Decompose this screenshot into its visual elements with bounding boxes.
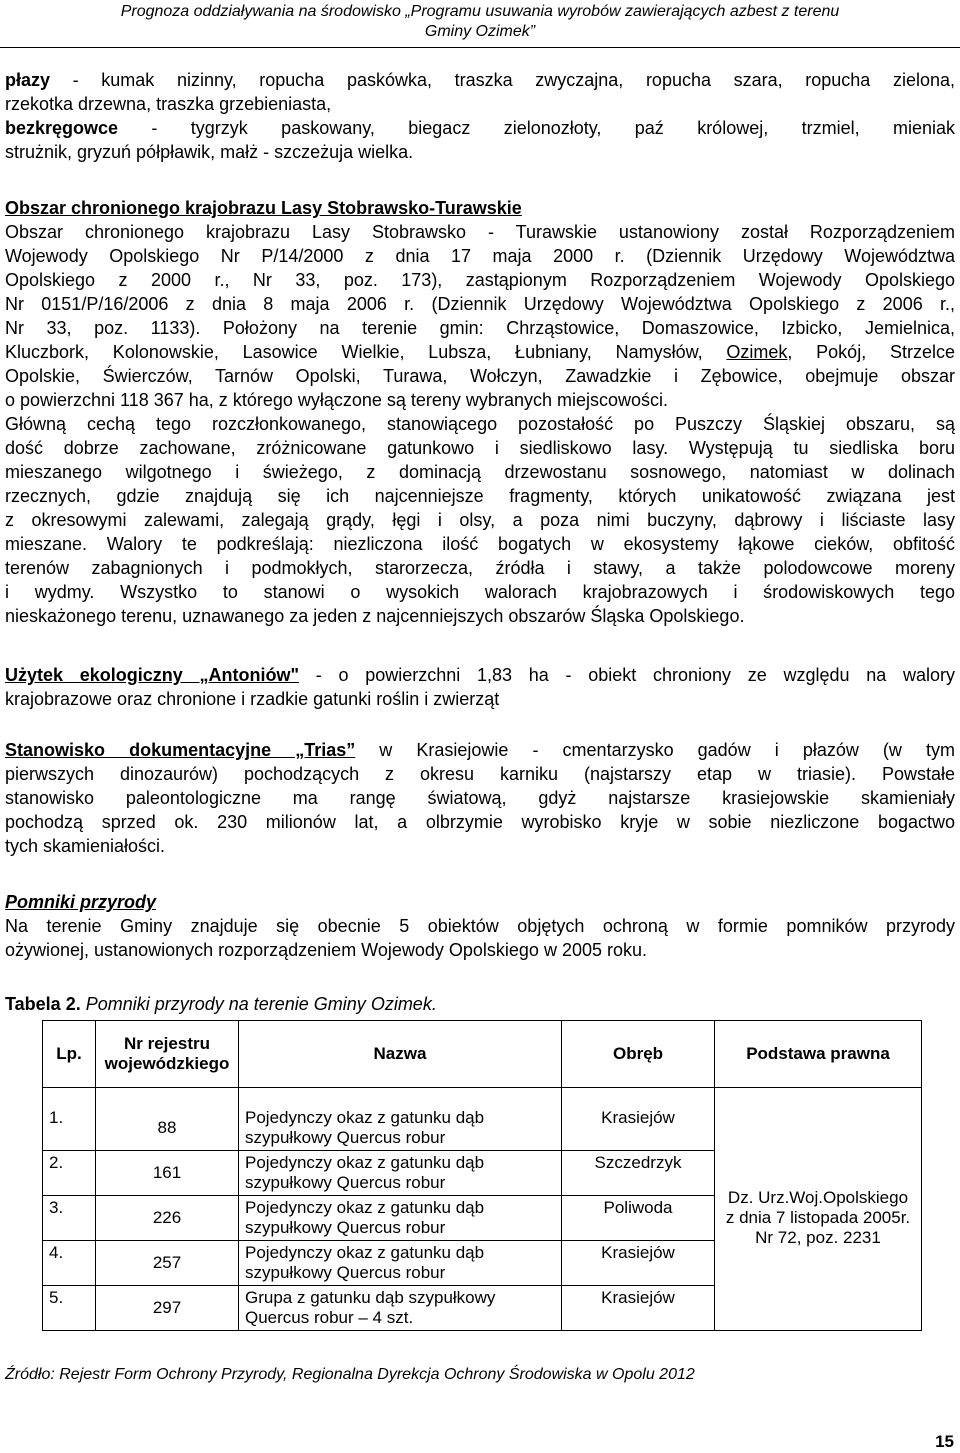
table-row: [43, 1088, 922, 1151]
obszar-line: mieszane. Walory te podkreślają: niezliczona ilość bogatych w ekosystemy łąkowe cieków, obfitość: [5, 534, 955, 554]
cell-name: [239, 1088, 562, 1151]
cell-name: [239, 1196, 562, 1241]
cell-name-line: szypułkowy Quercus robur: [245, 1263, 446, 1282]
cell-name-line: Grupa z gatunku dąb szypułkowy: [245, 1288, 496, 1307]
trias-title: Stanowisko dokumentacyjne „Trias”: [5, 740, 356, 760]
cell-lp: 3.: [43, 1196, 96, 1241]
source-note: Źródło: Rejestr Form Ochrony Przyrody, Regionalna Dyrekcja Ochrony Środowiska w Opolu 2012: [5, 1366, 695, 1383]
header-line-2: Gminy Ozimek”: [424, 23, 536, 40]
pomniki-line-1: Na terenie Gminy znajduje się obecnie 5 obiektów objętych ochroną w formie pomników przyrody: [5, 916, 955, 936]
table-header-row: [43, 1021, 922, 1088]
uzytek-title: Użytek ekologiczny „Antoniów": [5, 665, 300, 685]
invertebrates-label: bezkręgowce: [5, 118, 119, 138]
page-header: [0, 0, 960, 48]
cell-name-line: Quercus robur – 4 szt.: [245, 1308, 414, 1327]
cell-place: Poliwoda: [562, 1196, 715, 1241]
pomniki-section: [5, 890, 955, 962]
obszar-section: [5, 196, 955, 628]
cell-name-line: Pojedynczy okaz z gatunku dąb: [245, 1153, 485, 1172]
cell-name: [239, 1286, 562, 1331]
cell-register: 297: [96, 1286, 239, 1331]
cell-lp: 2.: [43, 1151, 96, 1196]
legal-basis-line: Dz. Urz.Woj.Opolskiego: [727, 1188, 909, 1207]
cell-register: 161: [96, 1151, 239, 1196]
amphibians-text: - kumak nizinny, ropucha paskówka, traszka zwyczajna, ropucha szara, ropucha zielona,: [50, 70, 955, 90]
cell-name-line: szypułkowy Quercus robur: [245, 1173, 446, 1192]
cell-register: 226: [96, 1196, 239, 1241]
invertebrates-text: - tygrzyk paskowany, biegacz zielonozłoty, paź królowej, trzmiel, mieniak: [118, 118, 955, 138]
table-caption-line: [5, 992, 955, 1016]
cell-place: Krasiejów: [562, 1241, 715, 1286]
cell-place: Krasiejów: [562, 1088, 715, 1151]
uzytek-section: [5, 663, 955, 711]
cell-name-line: Pojedynczy okaz z gatunku dąb: [245, 1243, 485, 1262]
amphibians-label: płazy: [5, 70, 51, 90]
obszar-line: Nr 33, poz. 1133). Położony na terenie gmin: Chrząstowice, Domaszowice, Izbicko, Jemielnica,: [5, 318, 955, 338]
cell-place: Krasiejów: [562, 1286, 715, 1331]
uzytek-line-2: krajobrazowe oraz chronione i rzadkie gatunki roślin i zwierząt: [5, 689, 500, 709]
col-header-lp: Lp.: [43, 1021, 96, 1088]
trias-line: pochodzą sprzed ok. 230 milionów lat, a olbrzymie wyrobisko kryje w sobie niezliczone bogactwo: [5, 812, 955, 832]
obszar-line: z okresowymi zalewami, zalegają grądy, łęgi i olsy, a poza nimi buczyny, dąbrowy i liściaste lasy: [5, 510, 955, 530]
legal-basis-line: z dnia 7 listopada 2005r.: [725, 1208, 911, 1227]
obszar-line: Opolskiego z 2000 r., Nr 33, poz. 173), zastąpionym Rozporządzeniem Wojewody Opolskiego: [5, 270, 955, 290]
cell-name-line: Pojedynczy okaz z gatunku dąb: [245, 1108, 485, 1127]
obszar-line: i wydmy. Wszystko to stanowi o wysokich walorach krajobrazowych i środowiskowych tego: [5, 582, 955, 602]
trias-line: tych skamieniałości.: [5, 836, 166, 856]
trias-line: pierwszych dinozaurów) pochodzących z okresu karniku (najstarszy etap w triasie). Powstałe: [5, 764, 955, 784]
header-line-1: Prognoza oddziaływania na środowisko „Programu usuwania wyrobów zawierających azbest z terenu: [120, 3, 840, 20]
obszar-line: Obszar chronionego krajobrazu Lasy Stobrawsko - Turawskie ustanowiony został Rozporządzeniem: [5, 222, 955, 242]
species-line-3: [5, 116, 955, 140]
page-number: 15: [935, 1432, 954, 1451]
table-caption-label: Tabela 2.: [5, 994, 81, 1014]
obszar-line: Wojewody Opolskiego Nr P/14/2000 z dnia 17 maja 2000 r. (Dziennik Urzędowy Województwa: [5, 246, 955, 266]
obszar-line: [5, 340, 955, 364]
cell-lp: 4.: [43, 1241, 96, 1286]
cell-name-line: szypułkowy Quercus robur: [245, 1218, 446, 1237]
trias-line: stanowisko paleontologiczne ma rangę światową, gdyż najstarsze krasiejowskie skamieniały: [5, 788, 955, 808]
cell-lp: 5.: [43, 1286, 96, 1331]
obszar-line: Opolskie, Świerczów, Tarnów Opolski, Turawa, Wołczyn, Zawadzkie i Zębowice, obejmuje obszar: [5, 366, 955, 386]
species-line-1: [5, 68, 955, 92]
pomniki-title: Pomniki przyrody: [5, 892, 157, 912]
cell-lp: 1.: [43, 1088, 96, 1151]
table-caption-text: Pomniki przyrody na terenie Gminy Ozimek.: [80, 994, 437, 1014]
cell-place: Szczedrzyk: [562, 1151, 715, 1196]
col-header-place: Obręb: [562, 1021, 715, 1088]
trias-section: [5, 738, 955, 858]
cell-register: 88: [96, 1088, 239, 1151]
obszar-line-text: Kluczbork, Kolonowskie, Lasowice Wielkie, Lubsza, Łubniany, Namysłów,: [5, 342, 727, 362]
obszar-line: nieskażonego terenu, uznawanego za jeden z najcenniejszych obszarów Śląska Opolskiego.: [5, 606, 745, 626]
obszar-line: rzecznych, gdzie znajdują się ich najcenniejsze fragmenty, których unikatowość związana jest: [5, 486, 955, 506]
trias-text: w Krasiejowie - cmentarzysko gadów i płazów (w tym: [355, 740, 955, 760]
obszar-line-text: , Pokój, Strzelce: [787, 342, 955, 362]
cell-name: [239, 1151, 562, 1196]
legal-basis-line: Nr 72, poz. 2231: [755, 1228, 881, 1247]
trias-line-1: [5, 738, 955, 762]
obszar-line: dość dobrze zachowane, zróżnicowane gatunkowo i siedliskowo lasy. Występują tu siedliska boru: [5, 438, 955, 458]
col-header-register: Nr rejestru wojewódzkiego: [96, 1021, 239, 1088]
cell-name-line: szypułkowy Quercus robur: [245, 1128, 446, 1147]
obszar-line: Główną cechą tego rozczłonkowanego, stanowiącego pozostałość po Puszczy Śląskiej obszaru, są: [5, 414, 955, 434]
monuments-table: [42, 1020, 922, 1331]
table-caption: [5, 992, 955, 1016]
cell-name: [239, 1241, 562, 1286]
cell-name-line: Pojedynczy okaz z gatunku dąb: [245, 1198, 485, 1217]
obszar-line: Nr 0151/P/16/2006 z dnia 8 maja 2006 r. (Dziennik Urzędowy Województwa Opolskiego z 2006 r.,: [5, 294, 955, 314]
obszar-line: terenów zabagnionych i podmokłych, starorzecza, źródła i stawy, a także polodowcowe moreny: [5, 558, 955, 578]
ozimek-link[interactable]: Ozimek: [726, 342, 788, 362]
pomniki-line-2: ożywionej, ustanowionych rozporządzeniem Wojewody Opolskiego w 2005 roku.: [5, 940, 648, 960]
species-line-2: rzekotka drzewna, traszka grzebieniasta,: [5, 94, 332, 114]
cell-legal-basis: [715, 1088, 922, 1331]
col-header-basis: Podstawa prawna: [715, 1021, 922, 1088]
obszar-line: mieszanego wilgotnego i świeżego, z dominacją drzewostanu sosnowego, natomiast w dolinach: [5, 462, 955, 482]
species-section: [5, 68, 955, 164]
cell-register: 257: [96, 1241, 239, 1286]
obszar-line: o powierzchni 118 367 ha, z którego wyłączone są tereny wybranych miejscowości.: [5, 390, 668, 410]
col-header-name: Nazwa: [239, 1021, 562, 1088]
species-line-4: strużnik, gryzuń półpławik, małż - szczeżuja wielka.: [5, 142, 414, 162]
obszar-heading: Obszar chronionego krajobrazu Lasy Stobrawsko-Turawskie: [5, 198, 522, 218]
uzytek-text: - o powierzchni 1,83 ha - obiekt chroniony ze względu na walory: [299, 665, 955, 685]
uzytek-line-1: [5, 663, 955, 687]
